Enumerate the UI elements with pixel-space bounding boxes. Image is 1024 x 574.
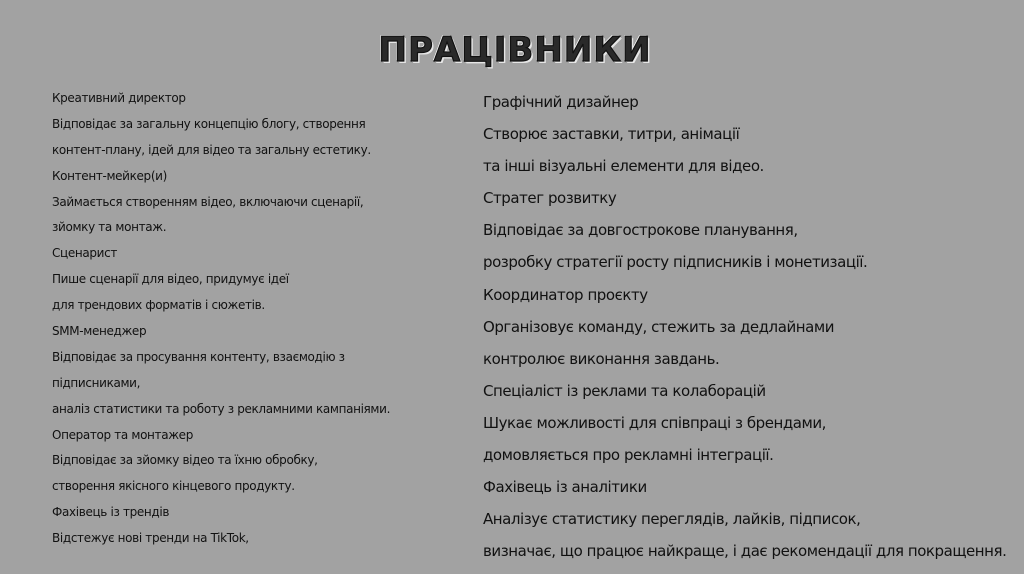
left-line: Фахівець із трендів — [52, 505, 170, 520]
right-line: Стратег розвитку — [483, 189, 617, 208]
right-line: визначає, що працює найкраще, і дає рекомендації для покращення. — [483, 542, 1007, 561]
right-column — [483, 86, 1018, 567]
left-line: аналіз статистики та роботу з рекламними кампаніями. — [52, 401, 391, 416]
left-line: Відповідає за зйомку відео та їхню обробку, — [52, 453, 318, 468]
left-line: Креативний директор — [52, 91, 186, 105]
right-line: Аналізує статистику переглядів, лайків, підписок, — [483, 510, 861, 529]
left-line: Відстежує нові тренди на TikTok, — [52, 531, 249, 546]
left-line: контент-плану, ідей для відео та загальну естетику. — [52, 142, 371, 157]
right-line: Графічний дизайнер — [483, 93, 639, 111]
right-line: Фахівець із аналітики — [483, 478, 647, 497]
right-line: та інші візуальні елементи для відео. — [483, 157, 764, 176]
right-line: Організовує команду, стежить за дедлайнами — [483, 317, 835, 336]
left-line: для трендових форматів і сюжетів. — [52, 298, 265, 313]
right-line: домовляється про рекламні інтеграції. — [483, 446, 774, 465]
left-line: підписниками, — [52, 375, 141, 390]
left-line: Відповідає за загальну концепцію блогу, створення — [52, 116, 366, 131]
left-line: Відповідає за просування контенту, взаємодію з — [52, 349, 345, 364]
left-line: Контент-мейкер(и) — [52, 168, 167, 183]
left-line: Оператор та монтажер — [52, 427, 193, 442]
left-line: Пише сценарії для відео, придумує ідеї — [52, 272, 289, 287]
right-line: Координатор проєкту — [483, 285, 648, 304]
right-line: розробку стратегії росту підписників і монетизації. — [483, 253, 868, 272]
left-line: створення якісного кінцевого продукту. — [52, 479, 295, 494]
slide-title: ПРАЦІВНИКИ — [378, 30, 652, 70]
right-line: контролює виконання завдань. — [483, 349, 720, 368]
left-line: Сценарист — [52, 246, 117, 261]
right-line: Спеціаліст із реклами та колаборацій — [483, 381, 766, 400]
left-column — [52, 86, 452, 552]
left-line: Займається створенням відео, включаючи сценарії, — [52, 194, 364, 209]
right-line: Відповідає за довгострокове планування, — [483, 221, 798, 240]
left-line: зйомку та монтаж. — [52, 220, 167, 235]
left-line: SMM-менеджер — [52, 324, 147, 339]
right-line: Створює заставки, титри, анімації — [483, 125, 740, 144]
right-line: Шукає можливості для співпраці з брендами, — [483, 413, 826, 432]
